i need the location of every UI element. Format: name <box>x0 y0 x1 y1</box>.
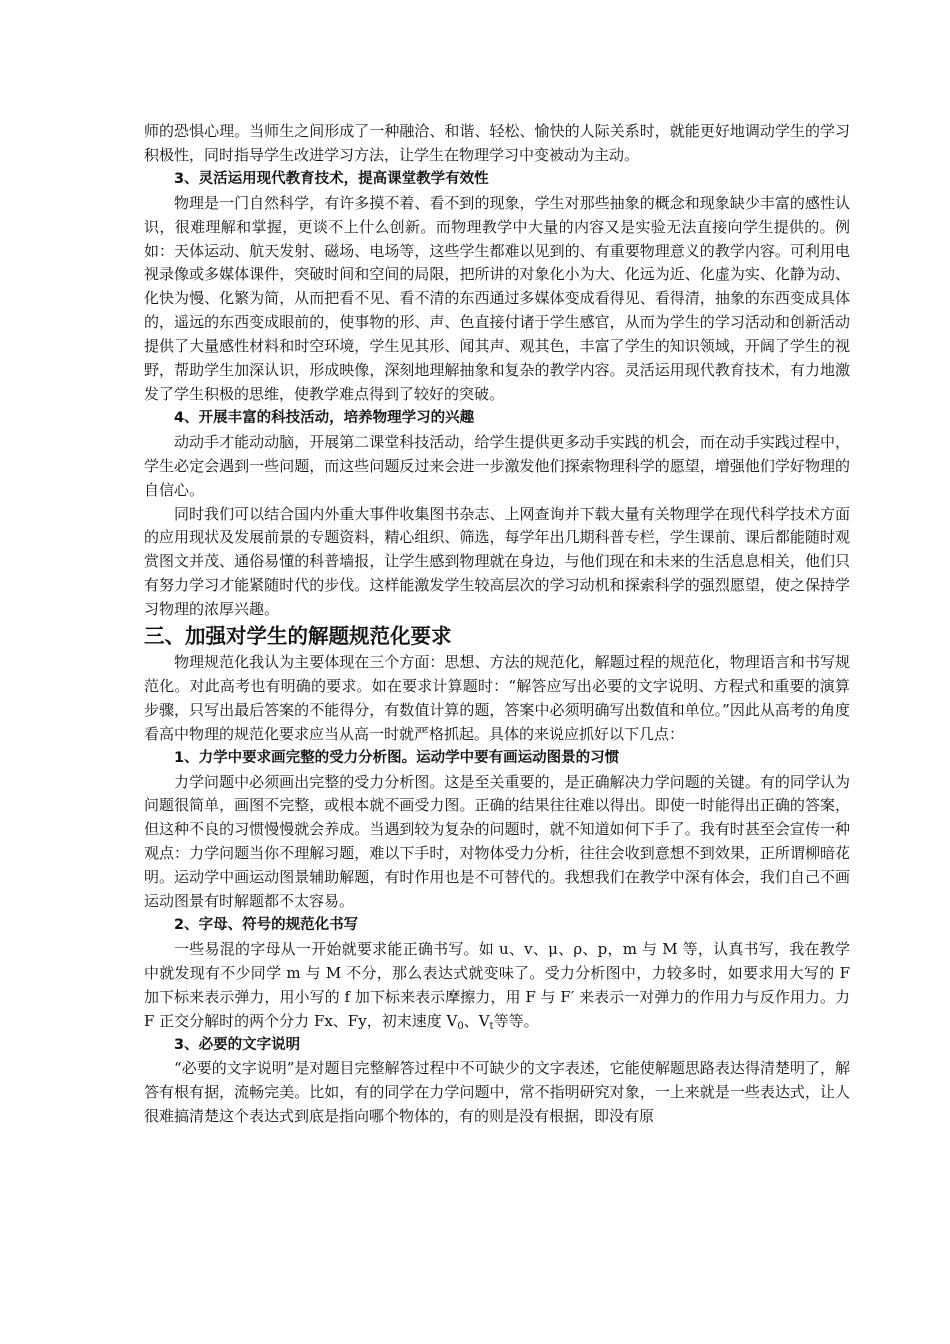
velocity-vt: $V_t$ <box>478 1011 494 1032</box>
subheading: 3、灵活运用现代教育技术，提高课堂教学有效性 <box>174 170 489 187</box>
subheading: 1、力学中要求画完整的受力分析图。运动学中要有画运动图景的习惯 <box>174 749 620 766</box>
velocity-v0: $V_0$ <box>446 1011 464 1032</box>
document-page <box>144 120 850 1129</box>
paragraph: 同时我们可以结合国内外重大事件收集图书杂志、上网查询并下载大量有关物理学在现代科学技术方面的应用现状及发展前景的专题资料，精心组织、筛选，每学年出几期科普专栏，学生课前、课后都能随时观赏图文并茂、通俗易懂的科普墙报，让学生感到物理就在身边，与他们现在和未来的生活息息相关，他们只有努力学习才能紧随时代的步伐。这样能激发学生较高层次的学习动机和探索科学的强烈愿望，使之保持学习物理的浓厚兴趣。 <box>144 504 850 619</box>
paragraph-text: 一些易混的字母从一开始就要求能正确书写。如 u、v、μ、ρ、p，m 与 M 等，认真书写，我在教学中就发现有不少同学 m 与 M 不分，那么表达式就变味了。受力分析图中，力较多时，如要求用大写的 F 加下标来表示弹力，用小写的 f 加下标来表示摩擦力，用 F 与 F′ 来表示一对弹力的作用力与反作用力。力 F 正交分解时的两个分力 Fx、Fy，初末速度 <box>144 939 850 1030</box>
section-heading: 三、加强对学生的解题规范化要求 <box>144 624 452 649</box>
paragraph: 力学问题中必须画出完整的受力分析图。这是至关重要的，是正确解决力学问题的关键。有的同学认为问题很简单，画图不完整，或根本就不画受力图。正确的结果往往难以得出。即使一时能得出正确的答案，但这种不良的习惯慢慢就会养成。当遇到较为复杂的问题时，就不知道如何下手了。我有时甚至会宣传一种观点：力学问题当你不理解习题，难以下手时，对物体受力分析，往往会收到意想不到效果，正所谓柳暗花明。运动学中画运动图景辅助解题，有时作用也是不可替代的。我想我们在教学中深有体会，我们自己不画运动图景有时解题都不太容易。 <box>144 772 850 911</box>
paragraph: “必要的文字说明”是对题目完整解答过程中不可缺少的文字表述，它能使解题思路表达得清楚明了，解答有根有据，流畅完美。比如，有的同学在力学问题中，常不指明研究对象，一上来就是一些表达式，让人很难搞清楚这个表达式到底是指向哪个物体的，有的则是没有根据，即没有原 <box>144 1059 850 1126</box>
subheading: 4、开展丰富的科技活动，培养物理学习的兴趣 <box>174 409 475 426</box>
subheading: 3、必要的文字说明 <box>174 1036 301 1053</box>
paragraph-symbols: 一些易混的字母从一开始就要求能正确书写。如 u、v、μ、ρ、p，m 与 M 等，认真书写，我在教学中就发现有不少同学 m 与 M 不分，那么表达式就变味了。受力分析图中，力较多时，如要求用大写的 F 加下标来表示弹力，用小写的 f 加下标来表示摩擦力，用 F 与 F′ 来表示一对弹力的作用力与反作用力。力 F 正交分解时的两个分力 Fx、Fy，初末速度 $V_0$、$V_t$等等。 <box>144 939 850 1032</box>
paragraph: 物理规范化我认为主要体现在三个方面：思想、方法的规范化，解题过程的规范化，物理语言和书写规范化。对此高考也有明确的要求。如在要求计算题时：“解答应写出必要的文字说明、方程式和重要的演算步骤，只写出最后答案的不能得分，有数值计算的题，答案中必须明确写出数值和单位。”因此从高考的角度看高中物理的规范化要求应当从高一时就严格抓起。具体的来说应抓好以下几点： <box>144 653 850 743</box>
paragraph: 动动手才能动动脑，开展第二课堂科技活动，给学生提供更多动手实践的机会，而在动手实践过程中，学生必定会遇到一些问题，而这些问题反过来会进一步激发他们探索物理科学的愿望，增强他们学好物理的自信心。 <box>144 432 850 499</box>
paragraph: 师的恐惧心理。当师生之间形成了一种融洽、和谐、轻松、愉快的人际关系时，就能更好地调动学生的学习积极性，同时指导学生改进学习方法，让学生在物理学习中变被动为主动。 <box>144 122 850 164</box>
subheading: 2、字母、符号的规范化书写 <box>174 917 359 933</box>
paragraph: 物理是一门自然科学，有许多摸不着、看不到的现象，学生对那些抽象的概念和现象缺少丰富的感性认识，很难理解和掌握，更谈不上什么创新。而物理教学中大量的内容又是实验无法直接向学生提供的。例如：天体运动、航天发射、磁场、电场等，这些学生都难以见到的、有重要物理意义的教学内容。可利用电视录像或多媒体课件，突破时间和空间的局限，把所讲的对象化小为大、化远为近、化虚为实、化静为动、化快为慢、化繁为简，从而把看不见、看不清的东西通过多媒体变成看得见、看得清，抽象的东西变成具体的，遥远的东西变成眼前的，使事物的形、声、色直接付诸于学生感官，从而为学生的学习活动和创新活动提供了大量感性材料和时空环境，学生见其形、闻其声、观其色，丰富了学生的知识领域，开阔了学生的视野，帮助学生加深认识，形成映像，深刻地理解抽象和复杂的教学内容。灵活运用现代教育技术，有力地激发了学生积极的思维，使教学难点得到了较好的突破。 <box>144 193 850 403</box>
